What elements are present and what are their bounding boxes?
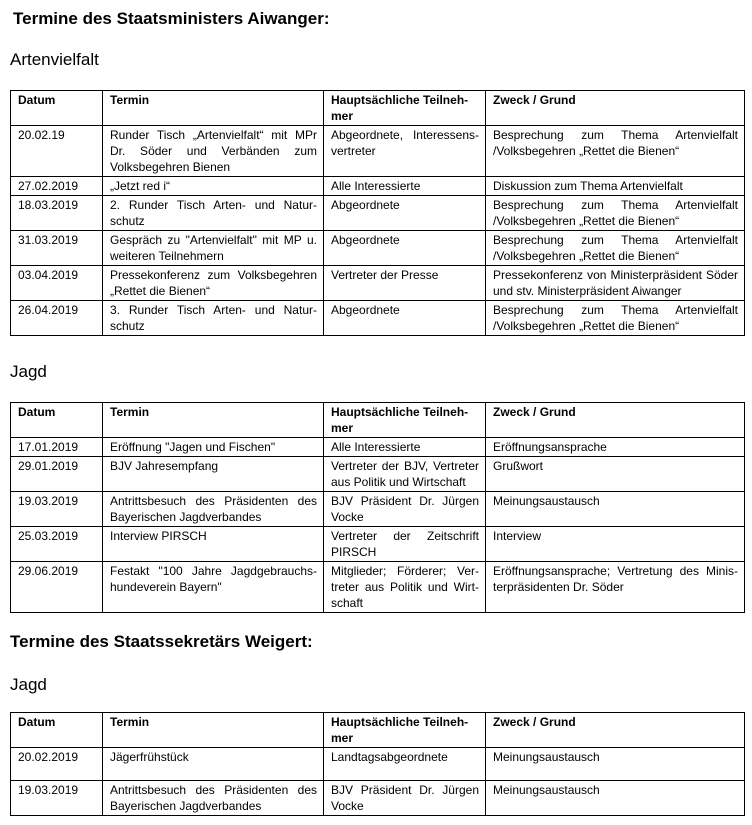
col-header-zweck: Zweck / Grund [486, 713, 745, 748]
group-title-jagd-weigert: Jagd [10, 675, 47, 694]
table-jagd-weigert [10, 712, 745, 816]
col-header-zweck: Zweck / Grund [486, 403, 745, 438]
cell-termin: „Jetzt red i“ [103, 177, 324, 196]
cell-teilnehmer: Vertreter der BJV, Vertreter aus Politik und Wirtschaft [324, 457, 486, 492]
cell-datum: 27.02.2019 [11, 177, 103, 196]
cell-datum: 20.02.19 [11, 126, 103, 177]
cell-zweck: Diskussion zum Thema Artenvielfalt [486, 177, 745, 196]
table-header-row [11, 91, 745, 126]
table-row [11, 126, 745, 177]
cell-termin: Pressekonferenz zum Volksbegehren „Rettet die Bienen“ [103, 266, 324, 301]
col-header-teilnehmer: Hauptsächliche Teilnehmer [324, 91, 486, 126]
cell-datum: 25.03.2019 [11, 527, 103, 562]
cell-zweck: Eröffnungsansprache; Vertretung des Ministerpräsidenten Dr. Söder [486, 562, 745, 613]
col-header-zweck: Zweck / Grund [486, 91, 745, 126]
cell-termin: Interview PIRSCH [103, 527, 324, 562]
table-header-row [11, 403, 745, 438]
cell-termin: Jägerfrühstück [103, 748, 324, 781]
cell-teilnehmer: Vertreter der Presse [324, 266, 486, 301]
table-row [11, 231, 745, 266]
cell-termin: Eröffnung "Jagen und Fischen" [103, 438, 324, 457]
table-row [11, 196, 745, 231]
table-row [11, 438, 745, 457]
table-row [11, 177, 745, 196]
cell-teilnehmer: BJV Präsident Dr. Jürgen Vocke [324, 492, 486, 527]
cell-datum: 29.01.2019 [11, 457, 103, 492]
cell-zweck: Meinungsaustausch [486, 781, 745, 816]
cell-termin: Runder Tisch „Artenvielfalt“ mit MPr Dr. Söder und Verbänden zum Volksbegehren Bienen [103, 126, 324, 177]
cell-zweck: Pressekonferenz von Ministerpräsident Söder und stv. Ministerpräsident Aiwanger [486, 266, 745, 301]
cell-zweck: Grußwort [486, 457, 745, 492]
cell-datum: 19.03.2019 [11, 781, 103, 816]
table-row [11, 266, 745, 301]
col-header-termin: Termin [103, 713, 324, 748]
cell-teilnehmer: Abgeordnete, Interessensvertreter [324, 126, 486, 177]
cell-zweck: Meinungsaustausch [486, 492, 745, 527]
table-row [11, 457, 745, 492]
cell-datum: 17.01.2019 [11, 438, 103, 457]
table-row [11, 527, 745, 562]
cell-datum: 19.03.2019 [11, 492, 103, 527]
cell-termin: BJV Jahresempfang [103, 457, 324, 492]
cell-zweck: Besprechung zum Thema Artenvielfalt /Volksbegehren „Rettet die Bienen“ [486, 196, 745, 231]
cell-zweck: Eröffnungsansprache [486, 438, 745, 457]
cell-teilnehmer: Abgeordnete [324, 301, 486, 336]
cell-datum: 18.03.2019 [11, 196, 103, 231]
section-heading-weigert: Termine des Staatssekretärs Weigert: [10, 632, 313, 651]
col-header-teilnehmer: Hauptsächliche Teilnehmer [324, 713, 486, 748]
cell-zweck: Besprechung zum Thema Artenvielfalt /Volksbegehren „Rettet die Bienen“ [486, 126, 745, 177]
table-artenvielfalt [10, 90, 745, 336]
table-row [11, 301, 745, 336]
cell-termin: 2. Runder Tisch Arten- und Naturschutz [103, 196, 324, 231]
table-jagd-aiwanger [10, 402, 745, 613]
cell-teilnehmer: Alle Interessierte [324, 438, 486, 457]
cell-zweck: Meinungsaustausch [486, 748, 745, 781]
group-title-jagd: Jagd [10, 362, 47, 381]
col-header-datum: Datum [11, 403, 103, 438]
cell-teilnehmer: Abgeordnete [324, 196, 486, 231]
col-header-teilnehmer: Hauptsächliche Teilnehmer [324, 403, 486, 438]
cell-termin: Antrittsbesuch des Präsidenten des Bayerischen Jagdverbandes [103, 781, 324, 816]
cell-teilnehmer: Vertreter der Zeitschrift PIRSCH [324, 527, 486, 562]
cell-zweck: Besprechung zum Thema Artenvielfalt /Volksbegehren „Rettet die Bienen“ [486, 231, 745, 266]
section-heading-aiwanger: Termine des Staatsministers Aiwanger: [13, 9, 330, 28]
cell-teilnehmer: Alle Interessierte [324, 177, 486, 196]
cell-zweck: Interview [486, 527, 745, 562]
table-row [11, 748, 745, 781]
col-header-datum: Datum [11, 713, 103, 748]
cell-datum: 03.04.2019 [11, 266, 103, 301]
table-row [11, 562, 745, 613]
cell-datum: 26.04.2019 [11, 301, 103, 336]
table-row [11, 492, 745, 527]
cell-datum: 31.03.2019 [11, 231, 103, 266]
cell-termin: Antrittsbesuch des Präsidenten des Bayerischen Jagdverbandes [103, 492, 324, 527]
cell-teilnehmer: Landtagsabgeordnete [324, 748, 486, 781]
col-header-datum: Datum [11, 91, 103, 126]
cell-datum: 29.06.2019 [11, 562, 103, 613]
cell-teilnehmer: BJV Präsident Dr. Jürgen Vocke [324, 781, 486, 816]
table-header-row [11, 713, 745, 748]
group-title-artenvielfalt: Artenvielfalt [10, 50, 99, 69]
cell-termin: 3. Runder Tisch Arten- und Naturschutz [103, 301, 324, 336]
cell-zweck: Besprechung zum Thema Artenvielfalt /Volksbegehren „Rettet die Bienen“ [486, 301, 745, 336]
cell-teilnehmer: Mitglieder; Förderer; Vertreter aus Politik und Wirtschaft [324, 562, 486, 613]
cell-termin: Festakt "100 Jahre Jagdgebrauchshundeverein Bayern" [103, 562, 324, 613]
col-header-termin: Termin [103, 91, 324, 126]
col-header-termin: Termin [103, 403, 324, 438]
table-row [11, 781, 745, 816]
cell-termin: Gespräch zu "Artenvielfalt" mit MP u. weiteren Teilnehmern [103, 231, 324, 266]
cell-teilnehmer: Abgeordnete [324, 231, 486, 266]
cell-datum: 20.02.2019 [11, 748, 103, 781]
